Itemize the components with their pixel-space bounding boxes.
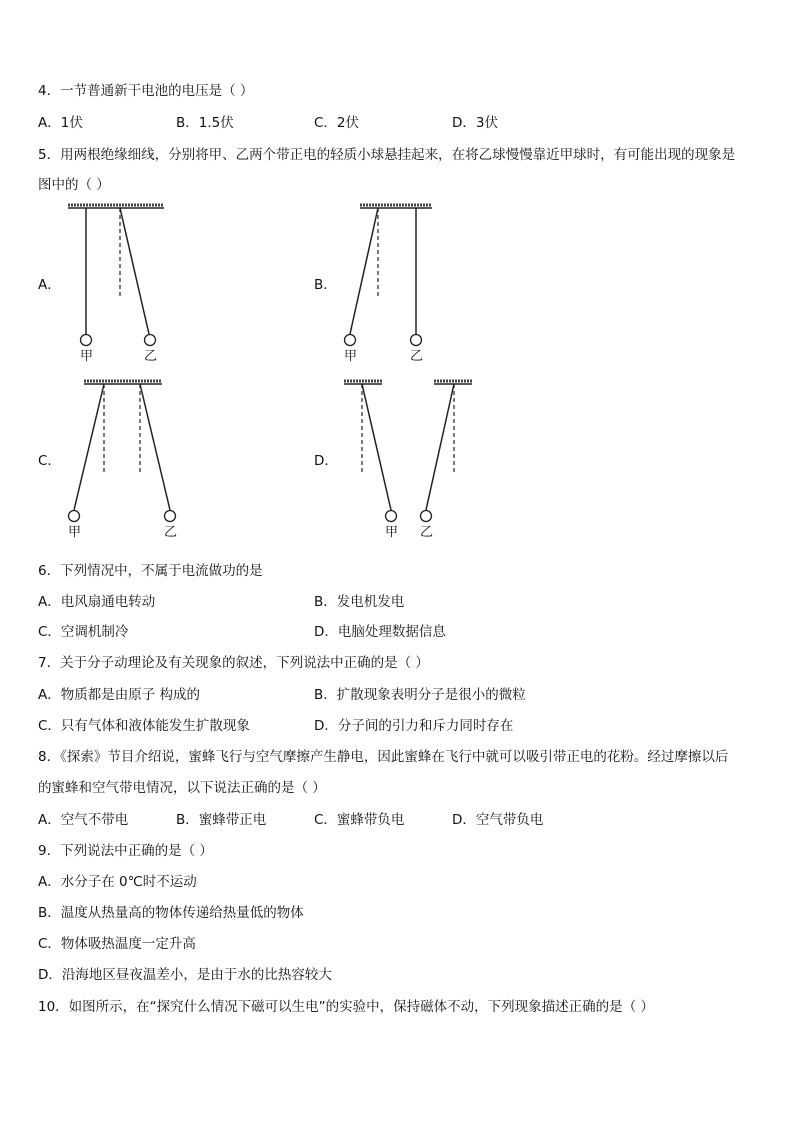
q5-figure-b (340, 200, 450, 365)
ball-jia (345, 335, 356, 346)
q9-option-c: C．物体吸热温度一定升高 (38, 936, 196, 952)
ball-yi (421, 511, 432, 522)
q4-option-c: C．2伏 (314, 115, 360, 131)
label-jia: 甲 (80, 349, 94, 364)
q9-option-d: D．沿海地区昼夜温差小，是由于水的比热容较大 (38, 967, 332, 983)
label-jia: 甲 (344, 349, 358, 364)
ball-yi (411, 335, 422, 346)
q5-figure-c (60, 376, 190, 541)
q9-option-b: B．温度从热量高的物体传递给热量低的物体 (38, 905, 304, 921)
q6-option-c: C．空调机制冷 (38, 624, 129, 640)
q6-option-d: D．电脑处理数据信息 (314, 624, 446, 640)
q10-stem: 10．如图所示，在“探究什么情况下磁可以生电”的实验中，保持磁体不动，下列现象描述正确的是（ ） (38, 999, 654, 1015)
ceiling-hatch-left (344, 381, 382, 384)
label-jia: 甲 (385, 525, 399, 540)
q7-stem: 7．关于分子动理论及有关现象的叙述，下列说法中正确的是（ ） (38, 655, 429, 671)
ceiling-hatch (84, 381, 162, 384)
label-yi: 乙 (420, 525, 434, 540)
ball-jia (386, 511, 397, 522)
string-jia (74, 384, 104, 510)
ceiling-hatch (360, 205, 432, 208)
q9-option-a: A．水分子在 0℃时不运动 (38, 874, 197, 890)
q5-figure-c-label: C． (38, 453, 61, 469)
q5-stem-line2: 图中的（ ） (38, 177, 110, 193)
q8-option-d: D．空气带负电 (452, 812, 544, 828)
q5-stem-line1: 5．用两根绝缘细线，分别将甲、乙两个带正电的轻质小球悬挂起来，在将乙球慢慢靠近甲球时，有可能出现的现象是 (38, 147, 736, 163)
q7-option-d: D．分子间的引力和斥力同时存在 (314, 718, 514, 734)
label-yi: 乙 (144, 349, 158, 364)
q7-option-a: A．物质都是由原子 构成的 (38, 687, 201, 703)
q6-option-a: A．电风扇通电转动 (38, 594, 156, 610)
q6-option-b: B．发电机发电 (314, 594, 405, 610)
q7-option-b: B．扩散现象表明分子是很小的微粒 (314, 687, 526, 703)
label-yi: 乙 (164, 525, 178, 540)
q8-option-a: A．空气不带电 (38, 812, 129, 828)
q7-option-c: C．只有气体和液体能发生扩散现象 (38, 718, 250, 734)
string-yi (426, 384, 454, 510)
ceiling-hatch (68, 205, 164, 208)
q5-figure-d (340, 376, 480, 541)
q4-option-b: B．1.5伏 (176, 115, 234, 131)
ceiling-hatch-right (434, 381, 472, 384)
label-jia: 甲 (68, 525, 82, 540)
q8-stem-line2: 的蜜蜂和空气带电情况，以下说法正确的是（ ） (38, 780, 326, 796)
q4-option-a: A．1伏 (38, 115, 83, 131)
q4-stem: 4．一节普通新干电池的电压是（ ） (38, 83, 254, 99)
string-jia (362, 384, 391, 510)
string-yi (140, 384, 170, 510)
q8-option-c: C．蜜蜂带负电 (314, 812, 405, 828)
ball-jia (81, 335, 92, 346)
q9-stem: 9．下列说法中正确的是（ ） (38, 843, 213, 859)
ball-yi (145, 335, 156, 346)
q8-option-b: B．蜜蜂带正电 (176, 812, 267, 828)
q5-figure-a (60, 200, 190, 365)
q8-stem-line1: 8．《探索》节目介绍说，蜜蜂飞行与空气摩擦产生静电，因此蜜蜂在飞行中就可以吸引带正电的花粉。经过摩擦以后 (38, 749, 729, 765)
string-yi (120, 208, 149, 334)
string-jia (350, 208, 378, 334)
q5-figure-a-label: A． (38, 277, 61, 293)
q5-figure-b-label: B． (314, 277, 337, 293)
q5-figure-d-label: D． (314, 453, 338, 469)
q6-stem: 6．下列情况中，不属于电流做功的是 (38, 563, 263, 579)
q4-option-d: D．3伏 (452, 115, 498, 131)
ball-yi (165, 511, 176, 522)
label-yi: 乙 (410, 349, 424, 364)
ball-jia (69, 511, 80, 522)
